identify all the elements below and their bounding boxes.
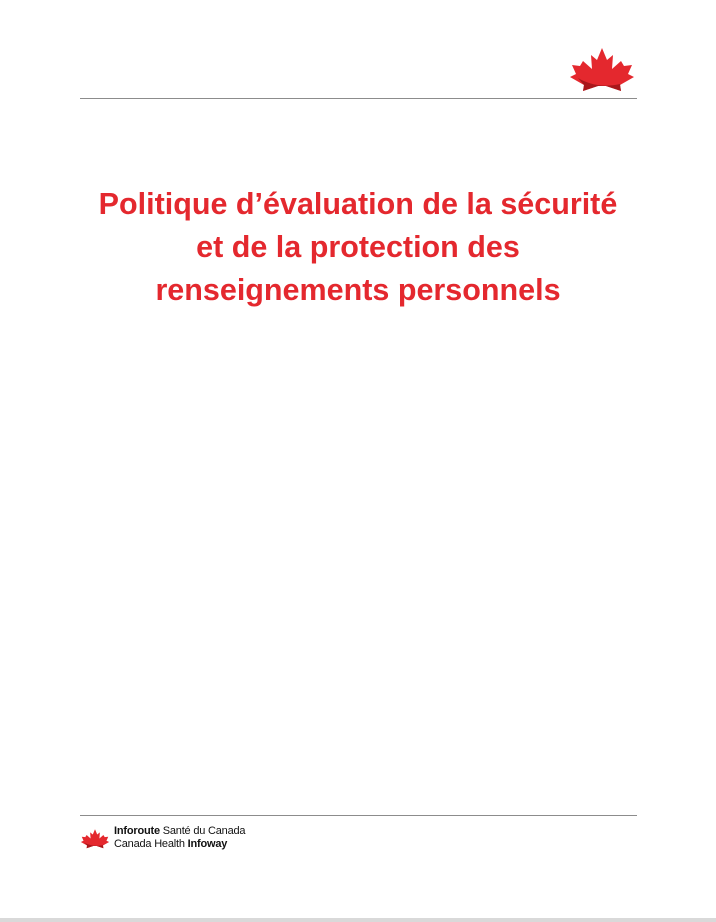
title-line-1: Politique d’évaluation de la sécurité <box>98 187 618 221</box>
title-line-2: et de la protection des <box>196 230 520 264</box>
header-divider <box>80 98 637 99</box>
organization-name-en <box>114 838 245 851</box>
org-fr-regular: Santé du Canada <box>159 825 246 837</box>
organization-name-fr <box>114 825 245 838</box>
org-fr-bold: Inforoute <box>114 825 160 837</box>
organization-name <box>114 825 245 851</box>
org-en-bold: Infoway <box>187 838 228 850</box>
title-line-3: renseignements personnels <box>155 273 561 307</box>
org-en-regular: Canada Health <box>114 838 188 850</box>
maple-leaf-icon <box>568 44 636 94</box>
page-edge <box>0 918 716 922</box>
document-title <box>60 183 656 312</box>
footer-divider <box>80 815 637 816</box>
maple-leaf-icon <box>80 826 110 851</box>
